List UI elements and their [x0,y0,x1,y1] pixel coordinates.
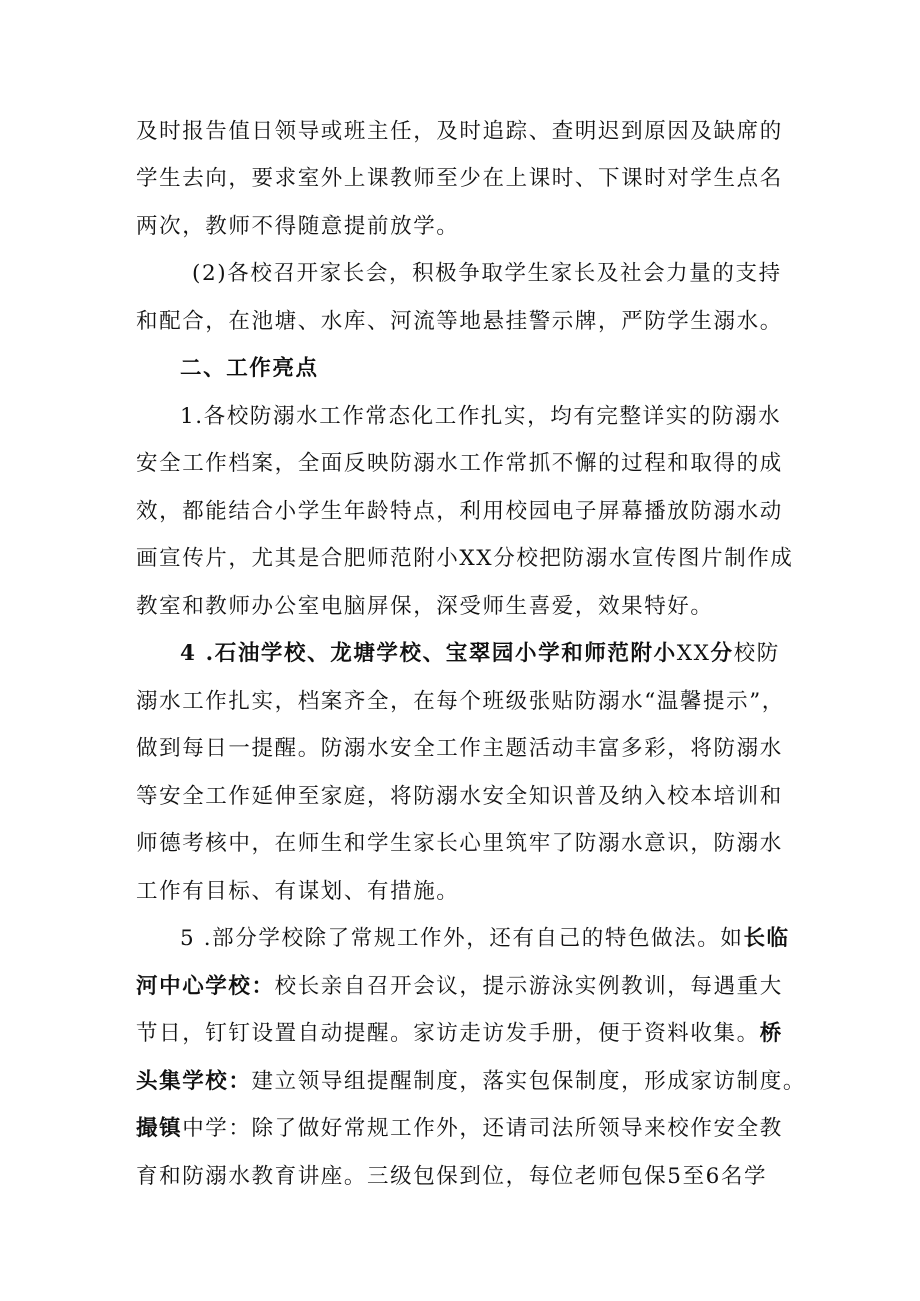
paragraph-text: XX [676,641,711,666]
bold-text: 桥 [759,1021,783,1046]
paragraph-text: 中学：除了做好常规工作外，还请司法所领导来校作安全教 [182,1116,783,1141]
bold-text: 分 [710,641,734,666]
bold-text: 长临 [743,926,790,951]
paragraph-line [192,259,852,289]
paragraph-line: 安全工作档案，全面反映防溺水工作常抓不懈的过程和取得的成 [136,451,783,476]
paragraph-text: 节日，钉钉设置自动提醒。家访走访发手册，便于资料收集。 [136,1021,760,1046]
paragraph-line: 学生去向，要求室外上课教师至少在上课时、下课时对学生点名 [136,166,783,191]
bold-text: 撮镇 [136,1116,183,1141]
paragraph-line: 做到每日一提醒。防溺水安全工作主题活动丰富多彩，将防溺水 [136,736,783,761]
paragraph-line: 两次，教师不得随意提前放学。 [136,214,460,239]
paragraph-line [136,1019,796,1049]
paragraph-line [180,639,840,669]
paragraph-line: 画宣传片，尤其是合肥师范附小XX分校把防溺水宣传图片制作成 [136,546,794,571]
paragraph-line: 等安全工作延伸至家庭，将防溺水安全知识普及纳入校本培训和 [136,784,783,809]
paragraph-line [136,1114,796,1144]
bold-text: 河中心学校： [136,974,275,999]
paragraph-line: 及时报告值日领导或班主任，及时追踪、查明迟到原因及缺席的 [136,119,783,144]
section-heading: 二、工作亮点 [180,356,319,381]
paragraph-line: 教室和教师办公室电脑屏保，深受师生喜爱，效果特好。 [136,594,714,619]
paragraph-text: 各校召开家长会，积极争取学生家长及社会力量的支持 [227,261,782,286]
paragraph-text: 校长亲自召开会议，提示游泳实例教训，每遇重大 [274,974,783,999]
item-number: (2) [192,261,228,286]
paragraph-text: 5 .部分学校除了常规工作外，还有自己的特色做法。如 [180,926,744,951]
paragraph-text: 建立领导组提醒制度，落实包保制度，形成家访制度。 [251,1069,806,1094]
paragraph-line: 溺水工作扎实，档案齐全，在每个班级张贴防溺水“温馨提示”， [136,689,785,714]
paragraph-line: 1.各校防溺水工作常态化工作扎实，均有完整详实的防溺水 [180,404,782,429]
paragraph-line [180,924,840,954]
paragraph-text: 校防 [733,641,780,666]
paragraph-line [136,1067,806,1097]
paragraph-line: 师德考核中，在师生和学生家长心里筑牢了防溺水意识，防溺水 [136,831,783,856]
bold-text: 4 .石油学校、龙塘学校、宝翠园小学和师范附小 [180,641,677,666]
paragraph-line: 效，都能结合小学生年龄特点，利用校园电子屏幕播放防溺水动 [136,499,783,524]
paragraph-line [136,972,796,1002]
paragraph-line: 育和防溺水教育讲座。三级包保到位，每位老师包保5至6名学 [136,1164,768,1189]
bold-text: 头集学校： [136,1069,252,1094]
paragraph-line: 和配合，在池塘、水库、河流等地悬挂警示牌，严防学生溺水。 [136,309,783,334]
paragraph-line: 工作有目标、有谋划、有措施。 [136,879,460,904]
